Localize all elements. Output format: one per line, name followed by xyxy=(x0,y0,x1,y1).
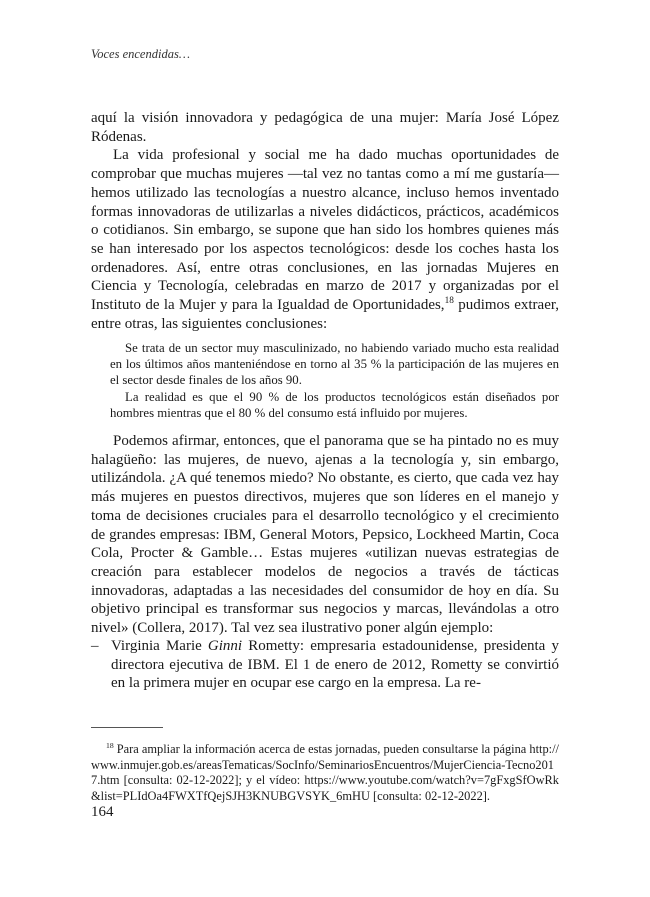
list-item xyxy=(91,637,559,693)
list-item-nickname: Ginni xyxy=(207,638,243,654)
footnote-text: Para ampliar la información acerca de estas jornadas, pueden consultarse la página http://www.inmujer.gob.es/areasTematicas/SocInfo/SeminariosEncuentros/MujerCiencia-Tecno2017.htm [consulta: 02-12-2022]; y el vídeo: https://www.youtube.com/watch?v=7gFxgSfOwRk&list=PLIdOa4FWXTfQejSJH3KNUBGVSYK_6mHU [consulta: 02-12-2022]. xyxy=(91,742,559,804)
footnote-reference[interactable]: 18 xyxy=(444,296,454,307)
footnote-divider xyxy=(91,727,163,728)
running-head: Voces encendidas… xyxy=(91,47,190,61)
footnote-number: 18 xyxy=(106,740,114,750)
body-text-top xyxy=(91,109,559,333)
paragraph-text: pudimos extraer, entre otras, las siguientes conclusiones: xyxy=(91,297,559,332)
list-item-text: Rometty: empresaria estadounidense, presidenta y directora ejecutiva de IBM. El 1 de enero de 2012, Rometty se convirtió en la primera mujer en ocupar ese cargo en la empresa. La re- xyxy=(111,638,559,692)
footnote-paragraph xyxy=(91,742,559,805)
paragraph-continuation: aquí la visión innovadora y pedagógica de una mujer: María José López Ródenas. xyxy=(91,110,559,145)
body-text-middle xyxy=(91,432,559,638)
paragraph-professional-life xyxy=(91,146,559,333)
paragraph-text: La vida profesional y social me ha dado muchas oportunidades de comprobar que muchas mujeres —tal vez no tantas como a mí me gustaría— hemos utilizado las tecnologías a nuestro alcance, incluso hemos inventado formas innovadoras de utilizarlas a niveles didácticos, prácticos, académicos o cotidianos. Sin embargo, se supone que han sido los hombres quienes más se han interesado por los aspectos tecnológicos: desde los coches hasta los ordenadores. Así, entre otras conclusiones, en las jornadas Mujeres en Ciencia y Tecnología, celebradas en marzo de 2017 y organizadas por el Instituto de la Mujer y para la Igualdad de Oportunidades, xyxy=(91,147,559,314)
paragraph-panorama: Podemos afirmar, entonces, que el panorama que se ha pintado no es muy halagüeño: las mujeres, de nuevo, ajenas a la tecnología y, sin embargo, utilizándola. ¿A qué tenemos miedo? No obstante, es cierto, que cada vez hay más mujeres en puestos directivos, mujeres que son líderes en el manejo y toma de decisiones cruciales para el desarrollo tecnológico y el crecimiento de grandes empresas: IBM, General Motors, Pepsico, Lockheed Martin, Coca Cola, Procter & Gamble… Estas mujeres «utilizan nuevas estrategias de creación para establecer modelos de negocios a través de tácticas innovadoras, adaptadas a las necesidades del consumidor de hoy en día. Su objetivo principal es transformar sus negocios y marcas, llevándolas a otro nivel» (Collera, 2017). Tal vez sea ilustrativo poner algún ejemplo: xyxy=(91,433,559,637)
footnote xyxy=(91,742,559,805)
list-item-text: Virginia Marie xyxy=(111,638,208,654)
list-dash: – xyxy=(91,638,99,654)
quote-paragraph: Se trata de un sector muy masculinizado, no habiendo variado mucho esta realidad en los últimos años manteniéndose en torno al 35 % la participación de las mujeres en el sector desde finales de los años 90. xyxy=(110,341,559,388)
page-number: 164 xyxy=(91,804,114,820)
quote-paragraph: La realidad es que el 90 % de los productos tecnológicos están diseñados por hombres mientras que el 80 % del consumo está influido por mujeres. xyxy=(110,389,559,420)
examples-list xyxy=(91,637,559,693)
block-quote xyxy=(110,340,559,421)
